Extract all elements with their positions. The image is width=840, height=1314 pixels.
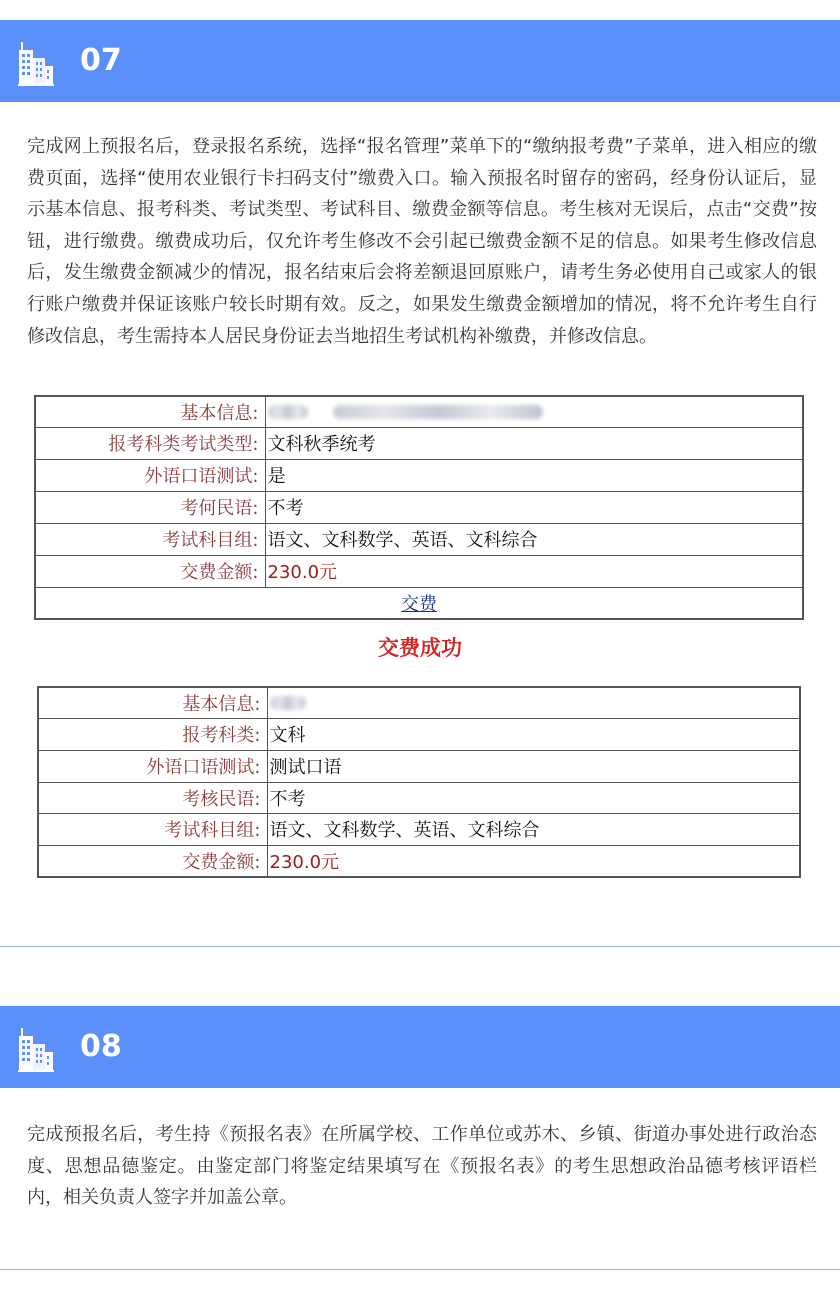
row-value: 语文、文科数学、英语、文科综合 [267, 813, 800, 845]
row-label: 基本信息: [38, 687, 267, 718]
fee-amount: 230.0元 [265, 555, 803, 587]
table-row [35, 427, 803, 459]
row-value: 语文、文科数学、英语、文科综合 [265, 523, 803, 555]
table-row [38, 845, 800, 877]
row-value: 测试口语 [267, 750, 800, 782]
table-row [38, 750, 800, 782]
row-label: 报考科类考试类型: [35, 427, 265, 459]
pay-link[interactable]: 交费 [401, 593, 437, 615]
row-label: 交费金额: [35, 555, 265, 587]
table-row [35, 491, 803, 523]
redacted-text [268, 405, 308, 419]
table-row [35, 555, 803, 587]
row-label: 基本信息: [35, 396, 265, 427]
building-icon [18, 1026, 54, 1072]
section-08-paragraph: 完成预报名后，考生持《预报名表》在所属学校、工作单位或苏木、乡镇、街道办事处进行政治态度、思想品德鉴定。由鉴定部门将鉴定结果填写在《预报名表》的考生思想政治品德考核评语栏内，相关负责人签字并加盖公章。 [27, 1124, 817, 1209]
row-value: 文科秋季统考 [265, 427, 803, 459]
row-value: 不考 [265, 491, 803, 523]
table-row [38, 687, 800, 718]
row-label: 考核民语: [38, 782, 267, 813]
row-label: 考何民语: [35, 491, 265, 523]
row-value: 不考 [267, 782, 800, 813]
redacted-text [270, 696, 306, 710]
row-label: 考试科目组: [35, 523, 265, 555]
table-row [35, 396, 803, 427]
row-label: 交费金额: [38, 845, 267, 877]
payment-success-text: 交费成功 [378, 636, 462, 660]
table-row [38, 782, 800, 813]
section-divider [0, 1269, 840, 1270]
section-number: 08 [80, 1029, 122, 1064]
fee-amount: 230.0元 [267, 845, 800, 877]
row-label: 考试科目组: [38, 813, 267, 845]
row-label: 报考科类: [38, 718, 267, 750]
table-row [35, 523, 803, 555]
section-08-header [0, 1006, 840, 1088]
action-cell [35, 587, 803, 619]
table-row [35, 587, 803, 619]
table-row [38, 813, 800, 845]
payment-info-table [34, 395, 804, 620]
row-value: 是 [265, 459, 803, 491]
building-icon [18, 40, 54, 86]
redacted-text [333, 405, 543, 419]
row-label: 外语口语测试: [35, 459, 265, 491]
basic-info-value [265, 396, 803, 427]
table-row [35, 459, 803, 491]
section-number: 07 [80, 43, 122, 78]
basic-info-value [267, 687, 800, 718]
section-07-paragraph: 完成网上预报名后，登录报名系统，选择“报名管理”菜单下的“缴纳报考费”子菜单，进入相应的缴费页面，选择“使用农业银行卡扫码支付”缴费入口。输入预报名时留存的密码，经身份认证后，显示基本信息、报考科类、考试类型、考试科目、缴费金额等信息。考生核对无误后，点击“交费”按钮，进行缴费。缴费成功后，仅允许考生修改不会引起已缴费金额不足的信息。如果考生修改信息后，发生缴费金额减少的情况，报名结束后会将差额退回原账户，请考生务必使用自己或家人的银行账户缴费并保证该账户较长时期有效。反之，如果发生缴费金额增加的情况，将不允许考生自行修改信息，考生需持本人居民身份证去当地招生考试机构补缴费，并修改信息。 [27, 136, 817, 347]
table-row [38, 718, 800, 750]
section-07-header [0, 20, 840, 102]
row-value: 文科 [267, 718, 800, 750]
section-divider [0, 946, 840, 947]
payment-result-table [37, 686, 801, 878]
row-label: 外语口语测试: [38, 750, 267, 782]
